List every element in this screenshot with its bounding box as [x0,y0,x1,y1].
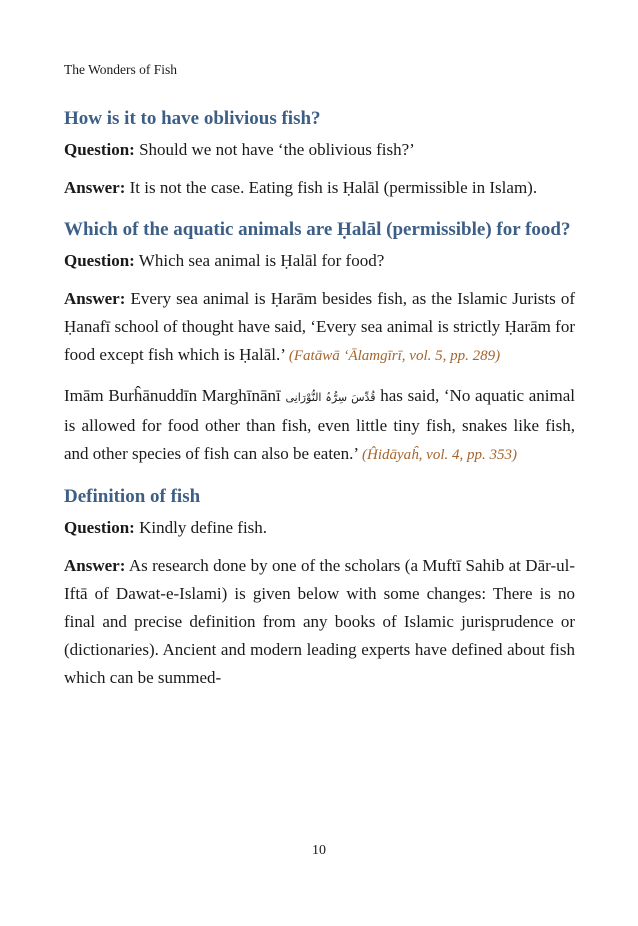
quote-text: has said, ‘No aquatic animal is allowed for food other than fish, even little tiny fish, snakes like fish, and other species of fish can also be eaten.’ [64,386,576,463]
running-header: The Wonders of Fish [64,62,178,77]
question-text: Which sea animal is Ḥalāl for food? [138,251,385,270]
question-paragraph [64,514,575,542]
answer-paragraph [64,552,575,692]
answer-label: Answer: [64,178,126,197]
page-content [64,103,575,704]
answer-text: As research done by one of the scholars (a Muftī Sahib at Dār-ul-Iftā of Dawat-e-Islami) is given below with some changes: There is no final and precise definition from any books of Islamic jurisprudence or (dictionaries). Ancient and modern leading experts have defined about fish which can be summed- [64,556,575,687]
section-heading: How is it to have oblivious fish? [64,108,321,129]
quote-person: Imām Burĥānuddīn Marghīnānī [64,386,281,405]
quote-citation: (Ĥidāyaĥ, vol. 4, pp. 353) [362,447,517,463]
question-label: Question: [64,251,135,270]
question-paragraph [64,247,575,275]
answer-text: Every sea animal is Ḥarām besides fish, as the Islamic Jurists of Ḥanafī school of thought have said, ‘Every sea animal is strictly Ḥarām for food except fish which is Ḥalāl.’ [64,289,575,364]
question-paragraph [64,136,575,164]
question-label: Question: [64,518,135,537]
question-label: Question: [64,140,135,159]
answer-paragraph [64,285,575,370]
answer-label: Answer: [64,289,126,308]
answer-paragraph [64,174,575,202]
answer-text: It is not the case. Eating fish is Ḥalāl (permissible in Islam). [129,178,538,197]
quote-paragraph [64,382,575,469]
section-heading: Definition of fish [64,486,201,507]
answer-label: Answer: [64,556,126,575]
question-text: Kindly define fish. [139,518,268,537]
question-text: Should we not have ‘the oblivious fish?’ [139,140,415,159]
page-number: 10 [312,843,326,858]
answer-citation: (Fatāwā ‘Ālamgīrī, vol. 5, pp. 289) [288,348,501,364]
honorific-calligraphy: قُدِّسَ سِرُّہُ النُّوْرَانِی [285,391,376,404]
section-heading: Which of the aquatic animals are Ḥalāl (permissible) for food? [64,219,571,240]
